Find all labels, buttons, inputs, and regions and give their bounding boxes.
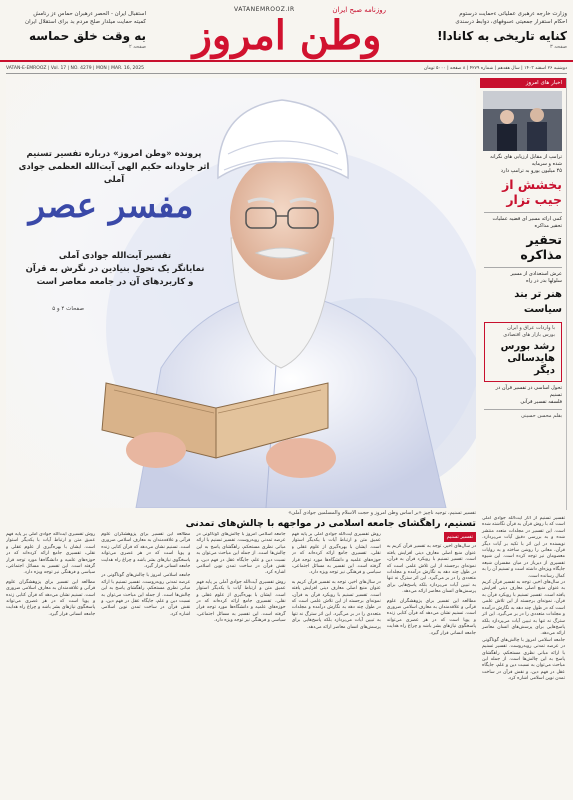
sidebar-photo-caption: ترامپ از مقابل ارزیابی های نگرانه شده و سرمایه ۴۵ میلیون یورو به ترامپ دارد — [490, 154, 562, 174]
divider — [484, 409, 562, 410]
article-column-5 — [6, 532, 95, 794]
article-paragraph: مطالعه این تفسیر برای پژوهشگران علوم قرآنی و علاقه‌مندان به معارف اسلامی ضروری است. تسنیم نشان می‌دهد که قرآن کتابی زنده و پویا است که در هر عصری می‌تواند پاسخگوی نیازهای بشر باشد و چراغ راه هدایت جامعه انسانی قرار گیرد. — [101, 532, 191, 570]
logo-tagline: روزنامه صبح ایران — [332, 6, 386, 14]
sidebar-article-text: تفسیر تسنیم از آثار آیت‌الله جوادی آملی است که با روش قرآن به قرآن نگاشته شده است. این تفسیر در مجلدات متعدد منتشر شده و به بررسی دقیق آیات می‌پردازد. نویسنده در این اثر با تکیه بر آیات دیگر قرآن، معانی را روشن ساخته و به روایات معصومان نیز توجه کرده است. این شیوه تفسیری از دیرباز در میان مفسران شیعه جایگاه ویژه‌ای داشته است و تسنیم آن را به کمال رسانده است. — [482, 516, 565, 579]
sidebar-box-text: با واردات عراق و ایران بورس بازار های اقتصادی — [503, 325, 555, 338]
newspaper-name: وطن امروز — [192, 12, 382, 59]
article-paragraph: در سال‌های اخیر، توجه به تفسیر قرآن کریم به عنوان منبع اصلی معارف دینی افزایش یافته است. تفسیر تسنیم با رویکرد قرآن به قرآن، نمونه‌ای برجسته از این تلاش علمی است که در طول چند دهه به نگارش درآمده و مجلدات متعددی را در بر می‌گیرد. این اثر سترگ نه تنها به تبیین آیات می‌پردازد بلکه پاسخ‌هایی برای پرسش‌های انسان معاصر ارائه می‌دهد. — [386, 544, 476, 595]
hero-feature[interactable] — [6, 78, 476, 508]
article-paragraph: مطالعه این تفسیر برای پژوهشگران علوم قرآنی و علاقه‌مندان به معارف اسلامی ضروری است. تسنیم نشان می‌دهد که قرآن کتابی زنده و پویا است که در هر عصری می‌تواند پاسخگوی نیازهای بشر باشد و چراغ راه هدایت جامعه انسانی قرار گیرد. — [386, 598, 476, 636]
left-teaser-page: صفحه ۲ — [129, 44, 146, 50]
article-column-2 — [292, 532, 381, 794]
article-column-4 — [101, 532, 190, 794]
sidebar-headline-3[interactable]: هنر تر بند سیاست — [514, 289, 562, 315]
article-paragraph: روش تفسیری آیت‌الله جوادی آملی بر پایه فهم عمیق متن و ارتباط آیات با یکدیگر استوار است. ایشان با بهره‌گیری از علوم عقلی و نقلی، تفسیری جامع ارائه کرده‌اند که در حوزه‌های علمیه و دانشگاه‌ها مورد توجه قرار گرفته است. این تفسیر به مسائل اجتماعی، سیاسی و فرهنگی نیز توجه ویژه دارد. — [291, 532, 381, 576]
dateline-persian: دوشنبه ۲۶ اسفند ۱۴۰۳ | سال هفدهم | شماره ۴۲۷۹ | ۸ صفحه | ۵۰۰۰ تومان — [423, 66, 567, 71]
right-teaser-page: صفحه ۳ — [550, 44, 567, 50]
right-teaser-kicker: وزارت خارجه ءرهبری عملیاتی ءحمایت درستوم احکام استقرار جمعیتی ءسوفهای، دوابط درسندی — [455, 11, 567, 25]
sidebar-article-column — [480, 516, 567, 794]
left-teaser-kicker: استقبال ایران - الحصر ءرهبران حماس ءز رنامش کمیته حمایت میلدار صلح مردم بد برای استقلال ایران — [25, 11, 146, 25]
sidebar-tag: اخبار های امروز — [480, 78, 566, 88]
sidebar-article-text: جامعه اسلامی امروز با چالش‌های گوناگونی در عرصه تمدنی روبه‌روست. تفسیر تسنیم با ارائه مبانی نظری مستحکم، راهگشای پاسخ به این چالش‌ها است. از جمله این مباحث می‌توان به نسبت دین و علم، جایگاه عقل در فهم دین، و نقش قرآن در ساخت تمدن نوین اسلامی اشاره کرد. — [482, 637, 565, 682]
newspaper-logo — [148, 6, 426, 58]
sidebar-text-2: عرش استعدادی از مسیر سلولها بدر در راه — [510, 271, 562, 284]
article-column-3 — [196, 532, 285, 794]
article-title[interactable]: تسنیم، راهگشای جامعه اسلامی در مواجهه با چالش‌های تمدنی — [185, 518, 476, 529]
hero-title[interactable]: مفسر عصر — [28, 186, 194, 226]
right-sidebar — [480, 78, 567, 510]
left-teaser-headline: به وقت خلق حماسه — [29, 29, 146, 43]
site-url: VATANEMROOZ.IR — [234, 6, 295, 13]
right-teaser-headline: کنایه تاریخی به کانادا! — [437, 29, 567, 43]
article-column-1 — [387, 532, 476, 794]
sidebar-headline-2[interactable]: تحقیر مذاکره — [520, 232, 562, 262]
article-columns — [6, 532, 476, 794]
sidebar-text-1: کمی ارائه مسیر ای قضیه عملیات تحقیر مذاکره — [492, 216, 562, 229]
dateline — [6, 64, 567, 74]
masthead — [0, 0, 573, 62]
article-paragraph: جامعه اسلامی امروز با چالش‌های گوناگونی در عرصه تمدنی روبه‌روست. تفسیر تسنیم با ارائه مبانی نظری مستحکم، راهگشای پاسخ به این چالش‌ها است. از جمله این مباحث می‌توان به نسبت دین و علم، جایگاه عقل در فهم دین، و نقش قرآن در ساخت تمدن نوین اسلامی اشاره کرد. — [101, 573, 191, 617]
cleric-portrait-illustration — [66, 78, 476, 508]
article-paragraph: مطالعه این تفسیر برای پژوهشگران علوم قرآنی و علاقه‌مندان به معارف اسلامی ضروری است. تسنیم نشان می‌دهد که قرآن کتابی زنده و پویا است که در هر عصری می‌تواند پاسخگوی نیازهای بشر باشد و چراغ راه هدایت جامعه انسانی قرار گیرد. — [5, 579, 96, 617]
article-paragraph: روش تفسیری آیت‌الله جوادی آملی بر پایه فهم عمیق متن و ارتباط آیات با یکدیگر استوار است. ایشان با بهره‌گیری از علوم عقلی و نقلی، تفسیری جامع ارائه کرده‌اند که در حوزه‌های علمیه و دانشگاه‌ها مورد توجه قرار گرفته است. این تفسیر به مسائل اجتماعی، سیاسی و فرهنگی نیز توجه ویژه دارد. — [5, 532, 96, 576]
article-paragraph: جامعه اسلامی امروز با چالش‌های گوناگونی در عرصه تمدنی روبه‌روست. تفسیر تسنیم با ارائه مبانی نظری مستحکم، راهگشای پاسخ به این چالش‌ها است. از جمله این مباحث می‌توان به نسبت دین و علم، جایگاه عقل در فهم دین، و نقش قرآن در ساخت تمدن نوین اسلامی اشاره کرد. — [196, 532, 286, 576]
sidebar-text-4: تحول اساسی در تفسیر قرآن در تسنیم فلسفه تفسیر قرآنی — [495, 385, 562, 405]
sidebar-headline-1[interactable]: بخشش از جیب تزار — [502, 177, 562, 207]
sidebar-writer: بقلم محسن حسینی — [521, 413, 562, 419]
sidebar-news-photo[interactable] — [484, 91, 562, 151]
masthead-left-teaser[interactable] — [6, 10, 146, 50]
hero-subtitle: تفسیر آیت‌الله جوادی آملی نمایانگر یک تحول بنیادین در نگرش به قرآن و کاربردهای آن در جامعه معاصر است — [25, 251, 205, 287]
sidebar-boxed-item[interactable] — [484, 322, 562, 382]
masthead-right-teaser[interactable] — [427, 10, 567, 50]
divider — [484, 212, 562, 213]
article-paragraph: روش تفسیری آیت‌الله جوادی آملی بر پایه فهم عمیق متن و ارتباط آیات با یکدیگر استوار است. ایشان با بهره‌گیری از علوم عقلی و نقلی، تفسیری جامع ارائه کرده‌اند که در حوزه‌های علمیه و دانشگاه‌ها مورد توجه قرار گرفته است. این تفسیر به مسائل اجتماعی، سیاسی و فرهنگی نیز توجه ویژه دارد. — [196, 579, 286, 624]
article-box-kicker: تفسیر تسنیم — [444, 532, 476, 542]
article-caption: تفسیر تسنیم، توجیه ناچیز «بر اساس وطن امروز و حجت الاسلام والمسلمین جوادی آملی» — [288, 510, 476, 516]
hero-page-ref: صفحات ۴ و ۵ — [52, 306, 84, 312]
dateline-english: VATAN-E-EMROOZ | Vol. 17 | NO. 4279 | MON | MAR. 16, 2025 — [6, 66, 144, 71]
sidebar-article-text: در سال‌های اخیر، توجه به تفسیر قرآن کریم به عنوان منبع اصلی معارف دینی افزایش یافته است. تفسیر تسنیم با رویکرد قرآن به قرآن، نمونه‌ای برجسته از این تلاش علمی است که در طول چند دهه به نگارش درآمده و مجلدات متعددی را در بر می‌گیرد. این اثر سترگ نه تنها به تبیین آیات می‌پردازد بلکه پاسخ‌هایی برای پرسش‌های انسان معاصر ارائه می‌دهد. — [482, 580, 565, 637]
meeting-photo-icon — [483, 91, 562, 151]
article-paragraph: در سال‌های اخیر، توجه به تفسیر قرآن کریم به عنوان منبع اصلی معارف دینی افزایش یافته است. تفسیر تسنیم با رویکرد قرآن به قرآن، نمونه‌ای برجسته از این تلاش علمی است که در طول چند دهه به نگارش درآمده و مجلدات متعددی را در بر می‌گیرد. این اثر سترگ نه تنها به تبیین آیات می‌پردازد بلکه پاسخ‌هایی برای پرسش‌های انسان معاصر ارائه می‌دهد. — [291, 579, 381, 630]
divider — [484, 267, 562, 268]
hero-kicker: پرونده «وطن امروز» درباره تفسیر تسنیم اثر جاودانه حکیم الهی آیت‌الله العظمی جوادی آملی — [18, 149, 210, 185]
sidebar-headline-4: رشد بورس هایدسالی دیگر — [500, 341, 555, 376]
